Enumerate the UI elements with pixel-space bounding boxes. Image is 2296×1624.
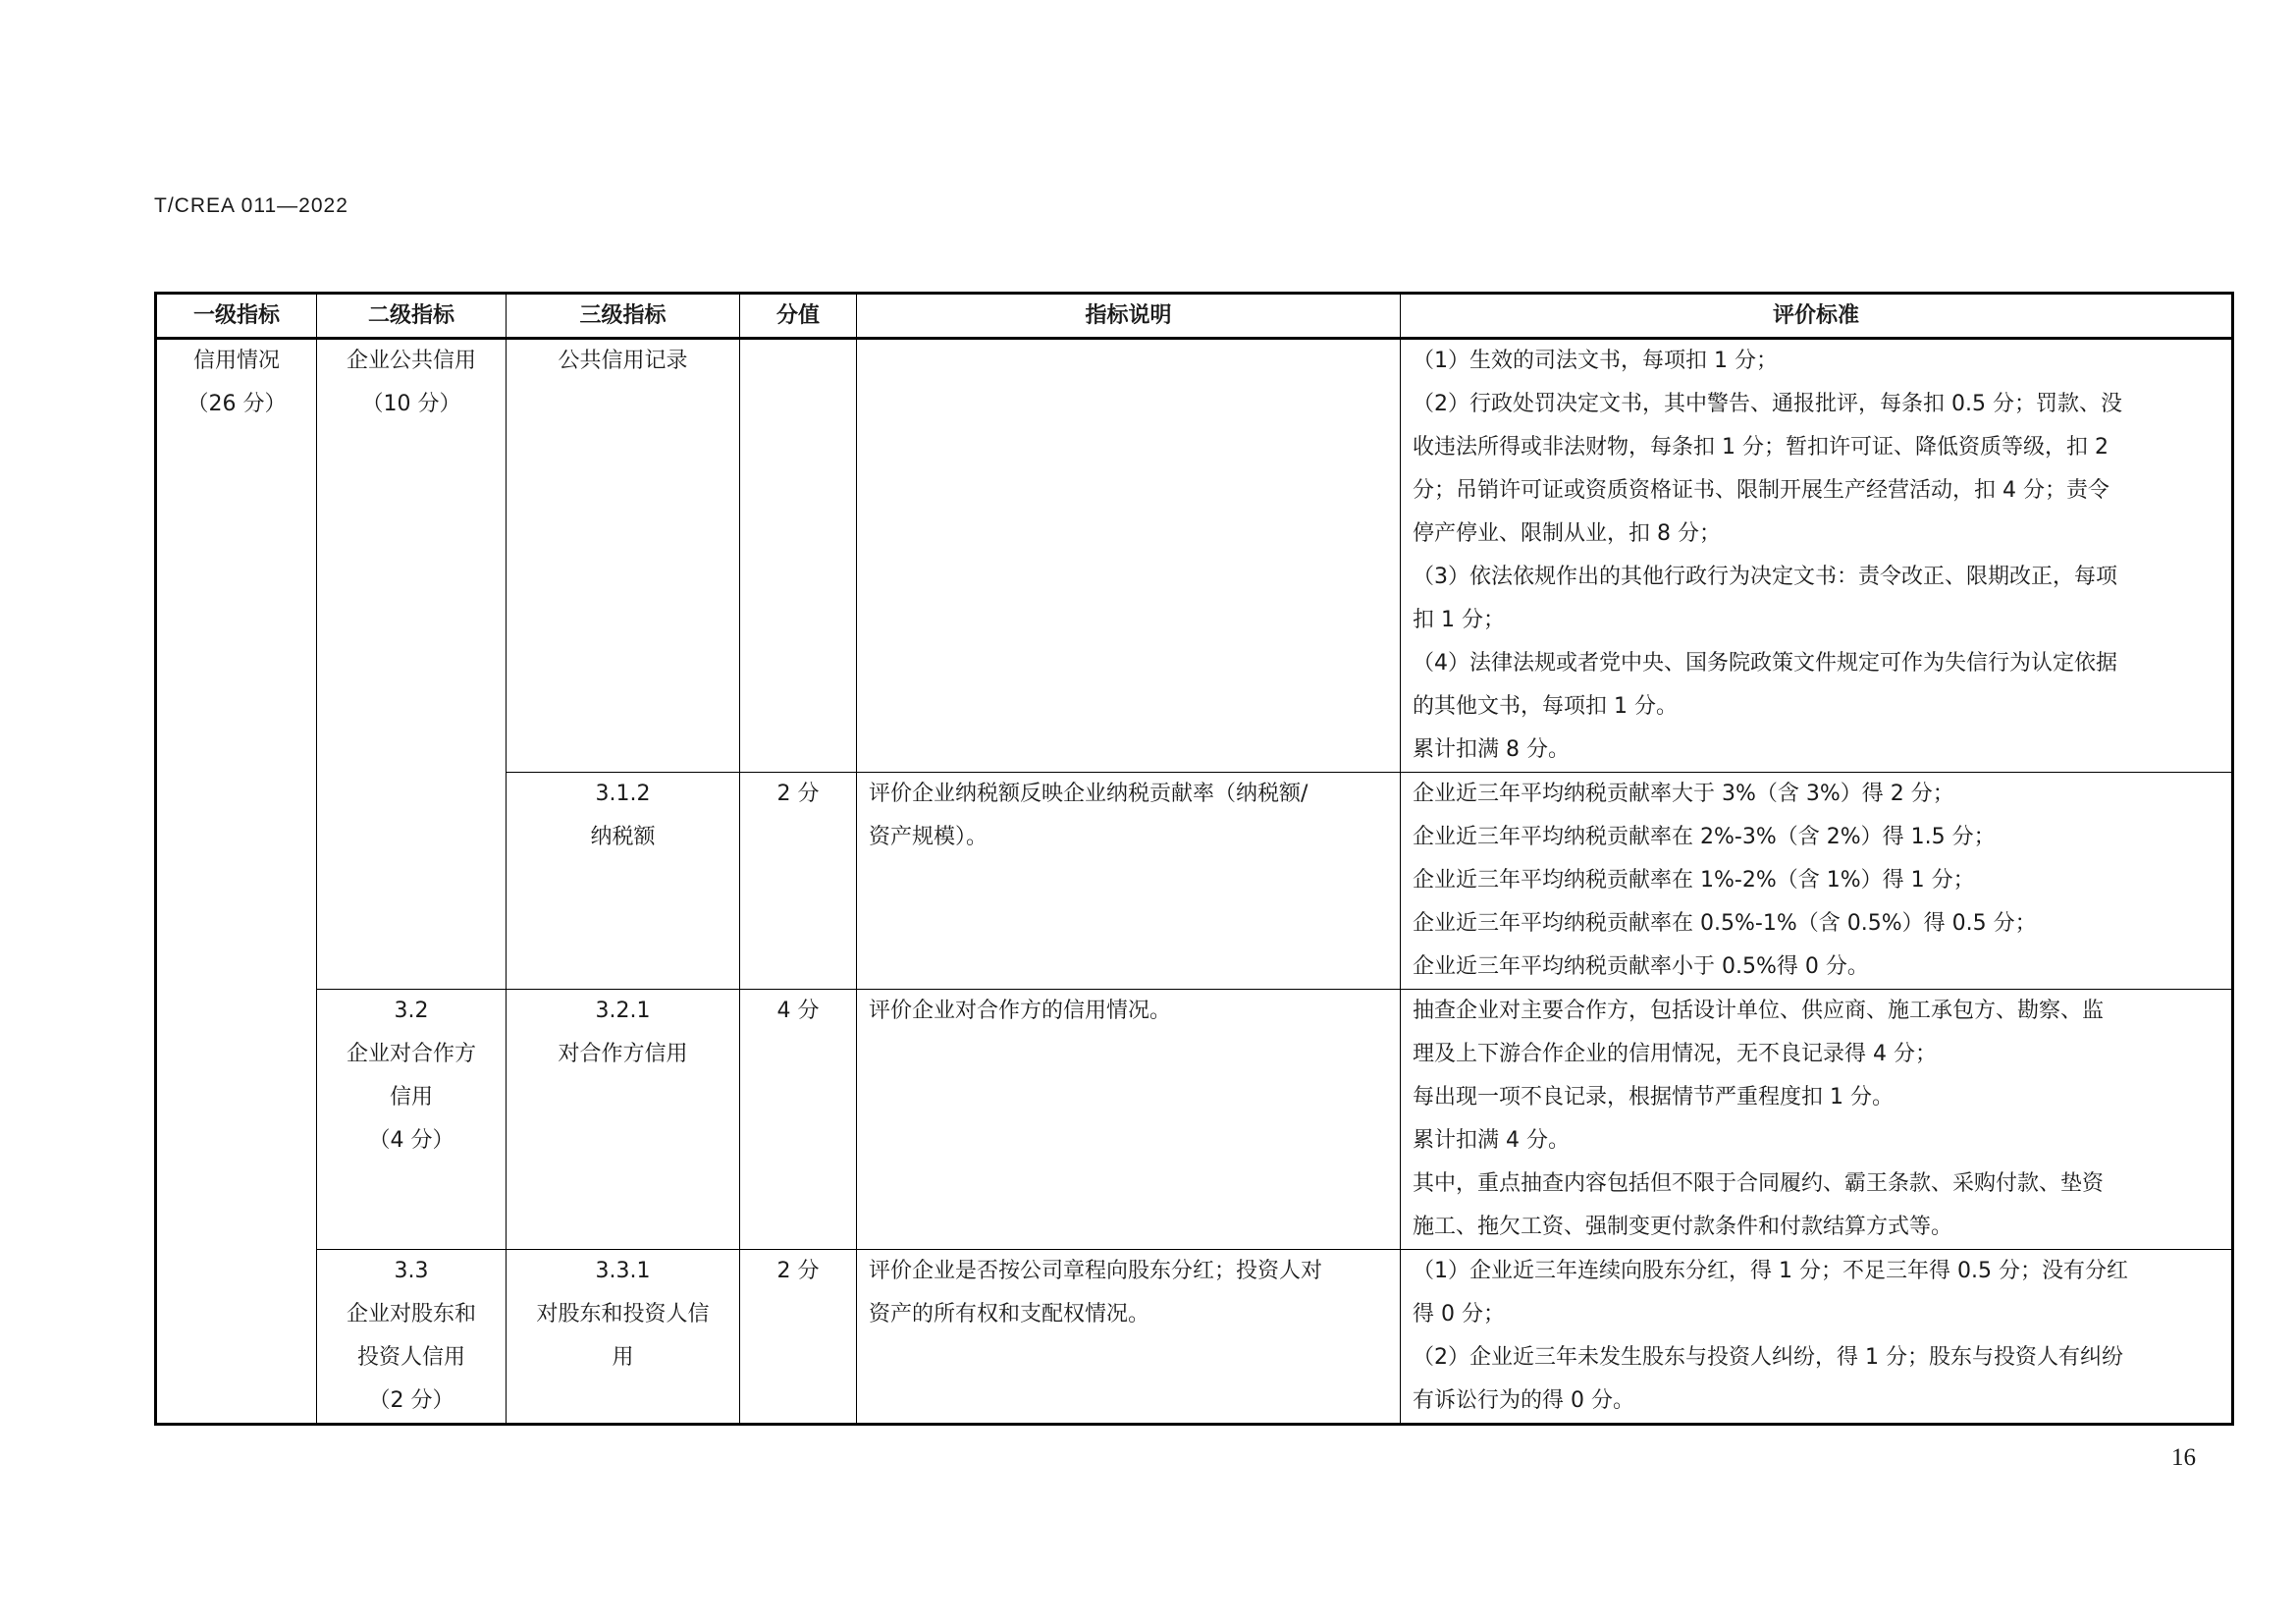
level1-name: 信用情况	[192, 349, 280, 373]
evaluation-criteria-table	[154, 292, 2234, 1426]
description-line: 评价企业对合作方的信用情况。	[869, 999, 1172, 1023]
column-header-level2: 二级指标	[317, 294, 507, 339]
standard-line: 累计扣满 4 分。	[1413, 1128, 1570, 1153]
page-number: 16	[2171, 1444, 2196, 1471]
standard-line: （1）企业近三年连续向股东分红，得 1 分；不足三年得 0.5 分；没有分红	[1413, 1259, 2128, 1283]
level2-score: （4 分）	[368, 1128, 454, 1153]
standard-line: 收违法所得或非法财物，每条扣 1 分；暂扣许可证、降低资质等级，扣 2	[1413, 435, 2109, 460]
standard-cell	[1401, 1250, 2233, 1425]
level2-code: 3.3	[394, 1259, 429, 1283]
standard-line: 企业近三年平均纳税贡献率在 2%-3%（含 2%）得 1.5 分；	[1413, 825, 1996, 849]
document-code: T/CREA 011—2022	[154, 194, 348, 217]
level1-cell	[156, 339, 317, 1425]
level3-cell	[507, 773, 740, 990]
points-cell: 4 分	[740, 990, 857, 1250]
level1-score: （26 分）	[187, 392, 287, 416]
level3-name: 纳税额	[590, 825, 656, 849]
level3-code: 3.2.1	[595, 999, 651, 1023]
description-cell	[857, 990, 1401, 1250]
description-line: 资产的所有权和支配权情况。	[869, 1302, 1150, 1326]
level2-name: 企业公共信用	[346, 349, 476, 373]
table-header-row	[156, 294, 2233, 339]
description-cell	[857, 773, 1401, 990]
standard-line: （2）行政处罚决定文书，其中警告、通报批评，每条扣 0.5 分；罚款、没	[1413, 392, 2122, 416]
table-row	[156, 990, 2233, 1250]
standard-line: 累计扣满 8 分。	[1413, 737, 1570, 762]
column-header-description: 指标说明	[857, 294, 1401, 339]
standard-line: 得 0 分；	[1413, 1302, 1505, 1326]
level2-score: （2 分）	[368, 1388, 454, 1413]
column-header-standard: 评价标准	[1401, 294, 2233, 339]
points-cell: 2 分	[740, 1250, 857, 1425]
standard-line: 理及上下游合作企业的信用情况，无不良记录得 4 分；	[1413, 1042, 1937, 1066]
standard-line: （1）生效的司法文书，每项扣 1 分；	[1413, 349, 1778, 373]
standard-line: （2）企业近三年未发生股东与投资人纠纷，得 1 分；股东与投资人有纠纷	[1413, 1345, 2123, 1370]
standard-line: 的其他文书，每项扣 1 分。	[1413, 694, 1678, 719]
column-header-points: 分值	[740, 294, 857, 339]
standard-line: （4）法律法规或者党中央、国务院政策文件规定可作为失信行为认定依据	[1413, 651, 2117, 676]
description-line: 评价企业纳税额反映企业纳税贡献率（纳税额/	[869, 782, 1308, 806]
table-row	[156, 1250, 2233, 1425]
column-header-level3: 三级指标	[507, 294, 740, 339]
level3-name: 公共信用记录	[558, 349, 688, 373]
standard-line: 企业近三年平均纳税贡献率小于 0.5%得 0 分。	[1413, 954, 1869, 979]
level2-name: 企业对合作方	[346, 1042, 476, 1066]
level3-name: 用	[612, 1345, 634, 1370]
level2-code: 3.2	[394, 999, 429, 1023]
standard-line: 停产停业、限制从业，扣 8 分；	[1413, 521, 1721, 546]
standard-line: （3）依法依规作出的其他行政行为决定文书：责令改正、限期改正，每项	[1413, 565, 2117, 589]
level2-name: 信用	[389, 1085, 433, 1110]
level3-name: 对合作方信用	[558, 1042, 688, 1066]
standard-line: 企业近三年平均纳税贡献率大于 3%（含 3%）得 2 分；	[1413, 782, 1954, 806]
standard-cell	[1401, 773, 2233, 990]
standard-line: 分；吊销许可证或资质资格证书、限制开展生产经营活动，扣 4 分；责令	[1413, 478, 2109, 503]
standard-line: 其中，重点抽查内容包括但不限于合同履约、霸王条款、采购付款、垫资	[1413, 1171, 2105, 1196]
standard-cell	[1401, 990, 2233, 1250]
level3-name: 对股东和投资人信	[536, 1302, 710, 1326]
level2-score: （10 分）	[361, 392, 461, 416]
standard-line: 每出现一项不良记录，根据情节严重程度扣 1 分。	[1413, 1085, 1894, 1110]
points-cell: 2 分	[740, 773, 857, 990]
standard-line: 企业近三年平均纳税贡献率在 1%-2%（含 1%）得 1 分；	[1413, 868, 1975, 893]
level2-name: 企业对股东和	[346, 1302, 476, 1326]
level3-cell	[507, 1250, 740, 1425]
level3-code: 3.3.1	[595, 1259, 651, 1283]
standard-line: 企业近三年平均纳税贡献率在 0.5%-1%（含 0.5%）得 0.5 分；	[1413, 911, 2037, 936]
description-cell	[857, 1250, 1401, 1425]
table-row	[156, 339, 2233, 773]
level2-cell	[317, 990, 507, 1250]
standard-line: 施工、拖欠工资、强制变更付款条件和付款结算方式等。	[1413, 1215, 1953, 1239]
level2-name: 投资人信用	[356, 1345, 465, 1370]
description-line: 评价企业是否按公司章程向股东分红；投资人对	[869, 1259, 1323, 1283]
standard-cell	[1401, 339, 2233, 773]
standard-line: 抽查企业对主要合作方，包括设计单位、供应商、施工承包方、勘察、监	[1413, 999, 2105, 1023]
standard-line: 有诉讼行为的得 0 分。	[1413, 1388, 1634, 1413]
description-cell	[857, 339, 1401, 773]
level3-code: 3.1.2	[595, 782, 651, 806]
points-cell	[740, 339, 857, 773]
level3-cell	[507, 990, 740, 1250]
level2-cell	[317, 339, 507, 990]
level3-cell	[507, 339, 740, 773]
standard-line: 扣 1 分；	[1413, 608, 1505, 632]
description-line: 资产规模）。	[869, 825, 988, 849]
level2-cell	[317, 1250, 507, 1425]
column-header-level1: 一级指标	[156, 294, 317, 339]
